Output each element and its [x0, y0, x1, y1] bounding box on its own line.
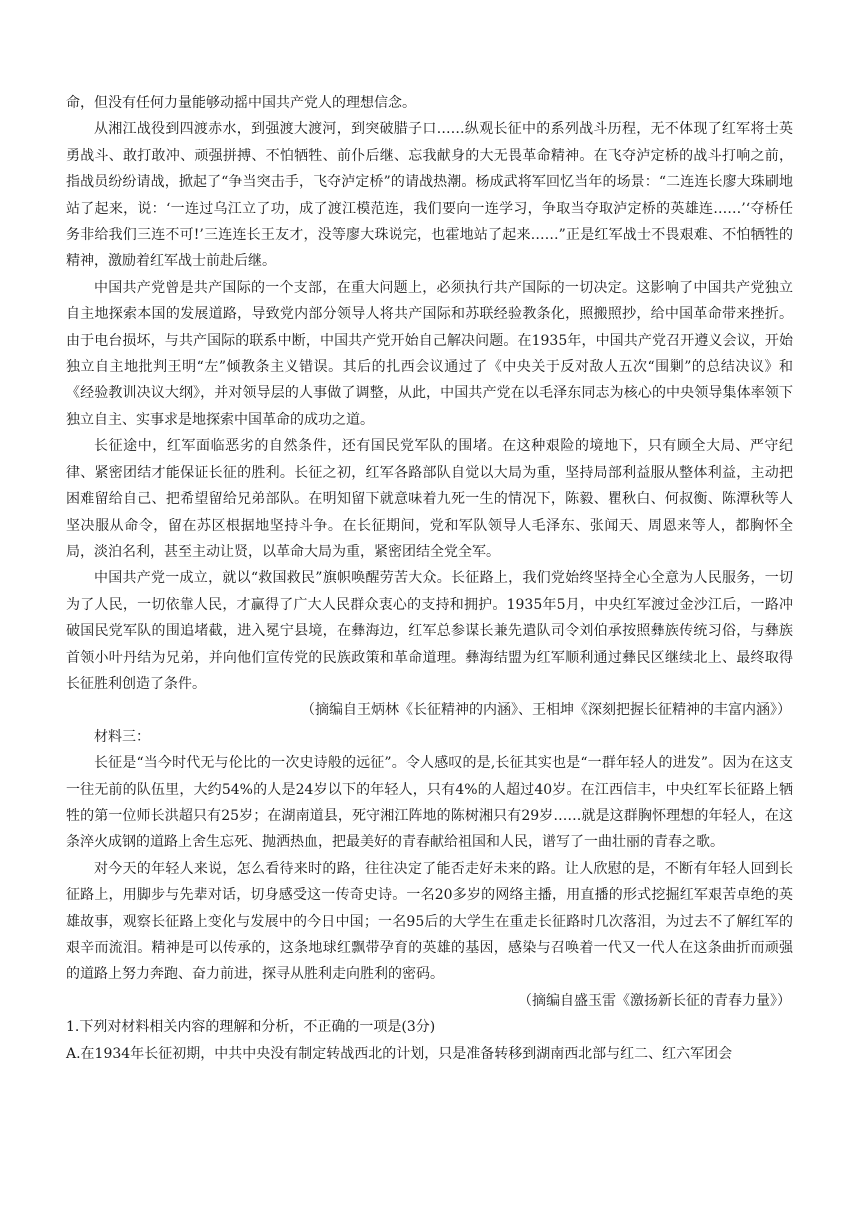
- question-1: 1.下列对材料相关内容的理解和分析，不正确的一项是(3分): [66, 1019, 436, 1036]
- paragraph-people: 中国共产党一成立，就以“救国救民”旗帜唤醒劳苦大众。长征路上，我们党始终坚持全心全意为人民服务，一切为了人民，一切依靠人民，才赢得了广大人民群众衷心的支持和拥护。1935年5月，中央红军渡过金沙江后，一路冲破国民党军队的围追堵截，进入冕宁县境，在彝海边，红军总参谋长兼先遣队司令刘伯承按照彝族传统习俗，与彝族首领小叶丹结为兄弟，并向他们宣传党的民族政策和革命道理。彝海结盟为红军顺利通过彝民区继续北上、最终取得长征胜利创造了条件。: [66, 570, 793, 692]
- source-citation-1: （摘编自王炳林《长征精神的内涵》、王相坤《深刻把握长征精神的丰富内涵》）: [301, 702, 791, 719]
- paragraph-youth-today: 对今天的年轻人来说，怎么看待来时的路，往往决定了能否走好未来的路。让人欣慰的是，不断有年轻人回到长征路上，用脚步与先辈对话，切身感受这一传奇史诗。一名20多岁的网络主播，用直播的形式挖掘红军艰苦卓绝的英雄故事，观察长征路上变化与发展中的今日中国；一名95后的大学生在重走长征路时几次落泪，为过去不了解红军的艰辛而流泪。精神是可以传承的，这条地球红飘带孕育的英雄的基因，感染与召唤着一代又一代人在这条曲折而顽强的道路上努力奔跑、奋力前进，探寻从胜利走向胜利的密码。: [66, 860, 793, 983]
- source-citation-2: （摘编自盛玉雷《激扬新长征的青春力量》）: [518, 992, 791, 1009]
- paragraph-youth-march: 长征是“当今时代无与伦比的一次史诗般的远征”。令人感叹的是,长征其实也是“一群年轻人的进发”。因为在这支一往无前的队伍里，大约54%的人是24岁以下的年轻人，只有4%的人超过40岁。在江西信丰，中央红军长征路上牺牲的第一位师长洪超只有25岁；在湖南道县，死守湘江阵地的陈树湘只有29岁……就是这群胸怀理想的年轻人，在这条淬火成钢的道路上舍生忘死、抛洒热血，把最美好的青春献给祖国和人民，谱写了一曲壮丽的青春之歌。: [66, 755, 793, 851]
- paragraph-independence: 中国共产党曾是共产国际的一个支部，在重大问题上，必须执行共产国际的一切决定。这影响了中国共产党独立自主地探索本国的发展道路，导致党内部分领导人将共产国际和苏联经验教条化，照搬照抄，给中国革命带来挫折。由于电台损坏，与共产国际的联系中断，中国共产党开始自己解决问题。在1935年，中国共产党召开遵义会议，开始独立自主地批判王明“左”倾教条主义错误。其后的扎西会议通过了《中央关于反对敌人五次“围剿”的总结决议》和《经验教训决议大纲》，并对领导层的人事做了调整，从此，中国共产党在以毛泽东同志为核心的中央领导集体率领下独立自主、实事求是地探索中国革命的成功之道。: [66, 279, 793, 428]
- paragraph-continuation: 命，但没有任何力量能够动摇中国共产党人的理想信念。: [66, 95, 416, 111]
- material-3-heading: 材料三：: [94, 728, 150, 745]
- document-page: [66, 90, 793, 1067]
- question-1-option-a: A.在1934年长征初期，中共中央没有制定转战西北的计划，只是准备转移到湖南西北部与红二、红六军团会: [66, 1045, 733, 1062]
- paragraph-battles: 从湘江战役到四渡赤水，到强渡大渡河，到突破腊子口……纵观长征中的系列战斗历程，无不体现了红军将士英勇战斗、敢打敢冲、顽强拼搏、不怕牺牲、前仆后继、忘我献身的大无畏革命精神。在飞夺泸定桥的战斗打响之前，指战员纷纷请战，掀起了“争当突击手，飞夺泸定桥”的请战热潮。杨成武将军回忆当年的场景：“二连连长廖大珠刷地站了起来，说：‘一连过乌江立了功，成了渡江模范连，我们要向一连学习，争取当夺取泸定桥的英雄连……’‘夺桥任务非给我们三连不可!’三连连长王友才，没等廖大珠说完，也霍地站了起来……”正是红军战士不畏艰难、不怕牺牲的精神，激励着红军战士前赴后继。: [66, 121, 793, 270]
- paragraph-unity: 长征途中，红军面临恶劣的自然条件，还有国民党军队的围堵。在这种艰险的境地下，只有顾全大局、严守纪律、紧密团结才能保证长征的胜利。长征之初，红军各路部队自觉以大局为重，坚持局部利益服从整体利益，主动把困难留给自己、把希望留给兄弟部队。在明知留下就意味着九死一生的情况下，陈毅、瞿秋白、何叔衡、陈潭秋等人坚决服从命令，留在苏区根据地坚持斗争。在长征期间，党和军队领导人毛泽东、张闻天、周恩来等人，都胸怀全局，淡泊名利，甚至主动让贤，以革命大局为重，紧密团结全党全军。: [66, 438, 793, 560]
